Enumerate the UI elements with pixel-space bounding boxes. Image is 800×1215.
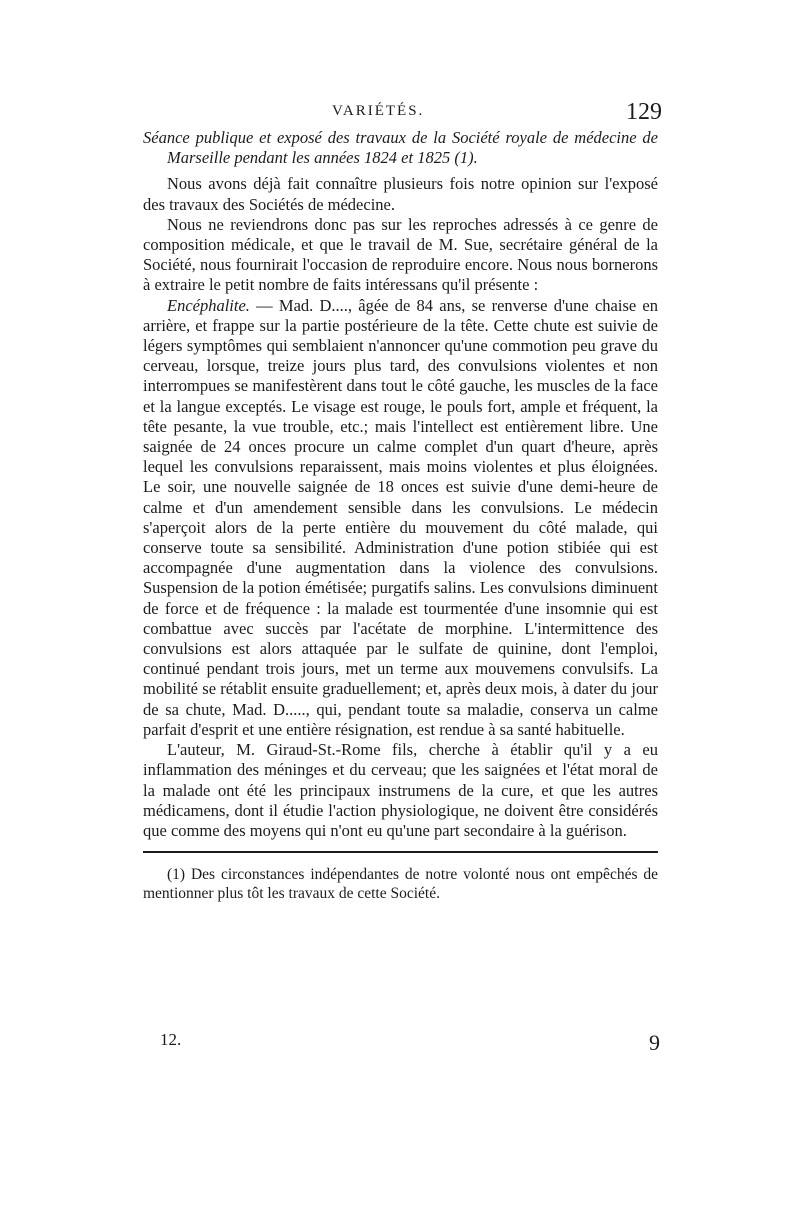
article-heading: Séance publique et exposé des travaux de la Société royale de médecine de Marseille pendant les années 1824 et 1825 (1).	[143, 128, 658, 168]
paragraph-2: Nous ne reviendrons donc pas sur les reproches adressés à ce genre de composition médicale, et que le travail de M. Sue, secrétaire général de la Société, nous fournirait l'occasion de reproduire encore. Nous nous bornerons à extraire le petit nombre de faits intéressans qu'il présente :	[143, 214, 658, 295]
case-text: — Mad. D...., âgée de 84 ans, se renverse d'une chaise en arrière, et frappe sur la partie postérieure de la tête. Cette chute est suivie de légers symptômes qui semblaient n'annoncer qu'une commotion peu grave du cerveau, lorsque, treize jours plus tard, des convulsions violentes et non interrompues se manifestèrent dans tout le côté gauche, les muscles de la face et la langue exceptés. Le visage est rouge, le pouls fort, ample et fréquent, la tête pesante, la vue trouble, etc.; mais l'intellect est entièrement libre. Une saignée de 24 onces procure un calme complet d'un quart d'heure, après lequel les convulsions reparaissent, mais moins violentes et plus éloignées. Le soir, une nouvelle saignée de 18 onces est suivie d'une demi-heure de calme et d'un amendement sensible dans les convulsions. Le médecin s'aperçoit alors de la perte entière du mouvement du côté malade, qui conserve toute sa sensibilité. Administration d'une potion stibiée qui est accompagnée d'une augmentation dans la violence des convulsions. Suspension de la potion émétisée; purgatifs salins. Les convulsions diminuent de force et de fréquence : la malade est tourmentée d'une insomnie qui est combattue avec succès par l'acétate de morphine. L'intermittence des convulsions est alors attaquée par le sulfate de quinine, dont l'emploi, continué pendant trois jours, met un terme aux mouvemens convulsifs. La mobilité se rétablit ensuite graduellement; et, après deux mois, à dater du jour de sa chute, Mad. D....., qui, pendant toute sa maladie, conserva un calme parfait d'esprit et une entière résignation, est rendue à sa santé habituelle.	[143, 295, 659, 739]
sheet-number: 9	[649, 1030, 660, 1055]
signature-mark: 12.	[160, 1030, 182, 1049]
page-number: 129	[626, 99, 662, 125]
footnote-rule	[143, 851, 658, 853]
running-head-title: VARIÉTÉS.	[332, 103, 425, 119]
paragraph-4: L'auteur, M. Giraud-St.-Rome fils, cherche à établir qu'il y a eu inflammation des méninges et du cerveau; que les saignées et l'état moral de la malade ont été les principaux instrumens de la cure, et que les autres médicamens, dont il étudie l'action physiologique, ne doivent être considérés que comme des moyens qui n'ont eu qu'une part secondaire à la guérison.	[143, 740, 658, 840]
page-footer	[160, 1030, 660, 1060]
case-label: Encéphalite.	[167, 295, 250, 315]
paragraph-1: Nous avons déjà fait connaître plusieurs fois notre opinion sur l'exposé des travaux des Sociétés de médecine.	[143, 174, 658, 214]
footnote: (1) Des circonstances indépendantes de notre volonté nous ont empêchés de mentionner plus tôt les travaux de cette Société.	[143, 866, 658, 903]
running-head	[142, 99, 662, 129]
article-body	[143, 128, 658, 903]
paragraph-case	[143, 296, 658, 740]
